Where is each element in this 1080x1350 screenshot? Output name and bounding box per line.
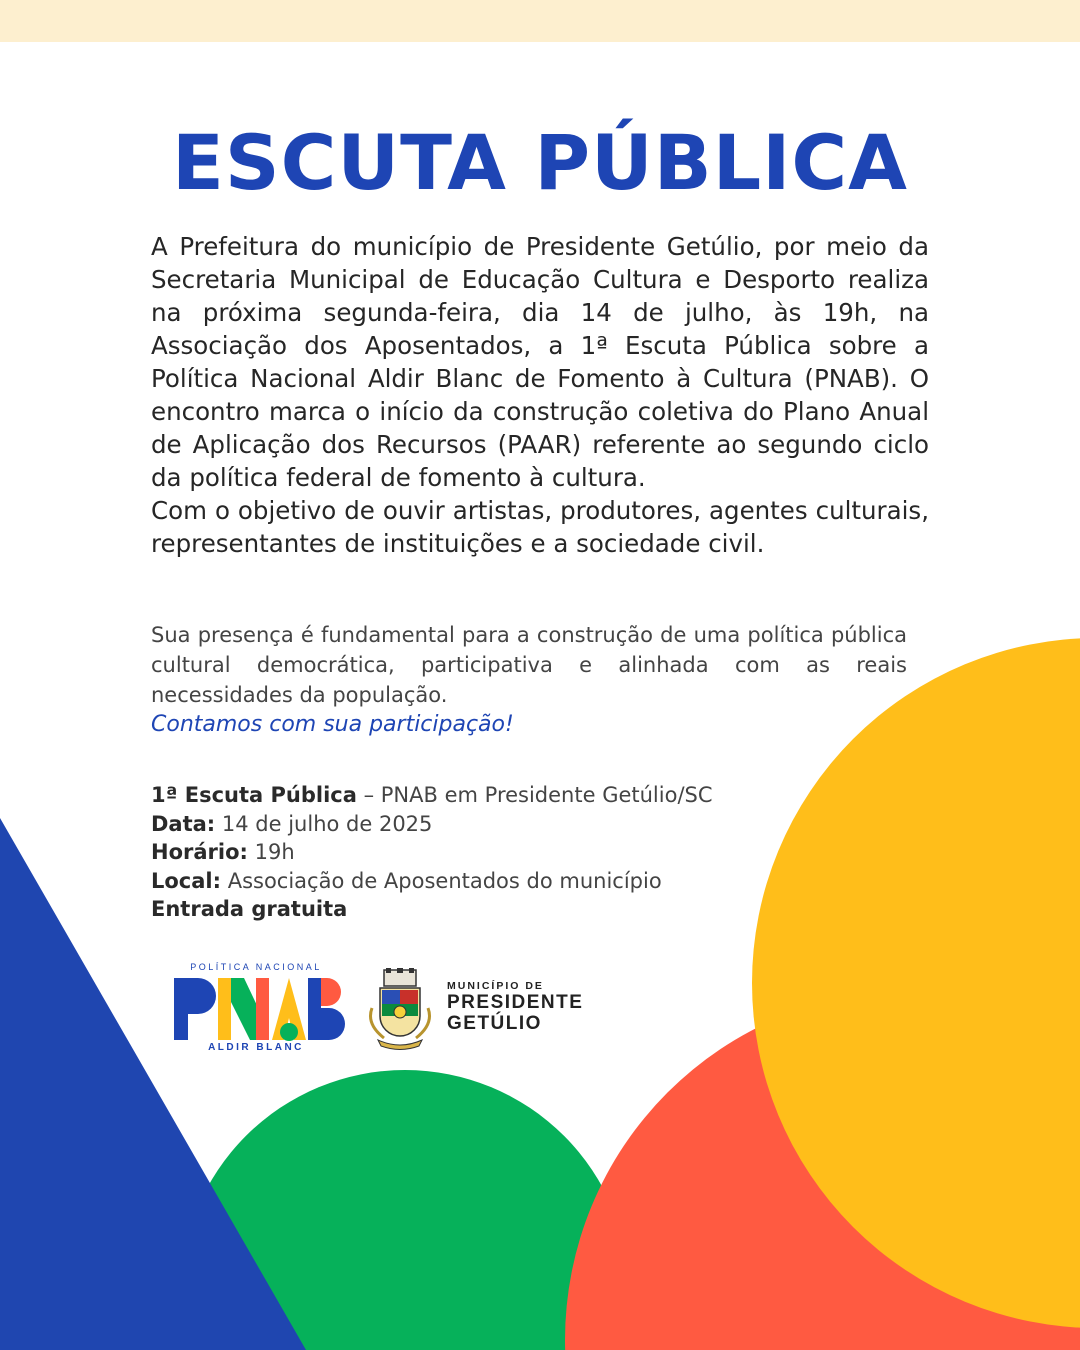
- pnab-logo: [170, 962, 350, 1058]
- event-name-line: [151, 781, 791, 810]
- date-line: [151, 810, 791, 839]
- date-label: Data:: [151, 811, 216, 836]
- place-line: [151, 867, 791, 896]
- municipality-small: MUNICÍPIO DE: [447, 980, 544, 992]
- call-to-action: Contamos com sua participação!: [151, 712, 514, 737]
- date-value: 14 de julho de 2025: [215, 811, 433, 836]
- event-details: [151, 781, 791, 924]
- page-title: ESCUTA PÚBLICA: [172, 118, 908, 207]
- time-label: Horário:: [151, 840, 248, 864]
- entry-label: Entrada gratuita: [151, 897, 348, 921]
- municipal-crest-icon: [364, 968, 436, 1050]
- invite-paragraph: Sua presença é fundamental para a construção de uma política pública cultural democrática, participativa e alinhada com as reais necessidades da população.: [151, 623, 907, 707]
- invite-text: [151, 620, 907, 740]
- pnab-logo-top-text: POLÍTICA NACIONAL: [190, 962, 322, 972]
- intro-paragraph-2: Com o objetivo de ouvir artistas, produtores, agentes culturais, representantes de instituições e a sociedade civil.: [151, 496, 929, 558]
- intro-paragraph-1: A Prefeitura do município de Presidente Getúlio, por meio da Secretaria Municipal de Educação Cultura e Desporto realiza na próxima segunda-feira, dia 14 de julho, às 19h, na Associação dos Aposentados, a 1ª Escuta Pública sobre a Política Nacional Aldir Blanc de Fomento à Cultura (PNAB). O encontro marca o início da construção coletiva do Plano Anual de Aplicação dos Recursos (PAAR) referente ao segundo ciclo da política federal de fomento à cultura.: [151, 232, 929, 492]
- event-suffix: – PNAB em Presidente Getúlio/SC: [356, 783, 713, 807]
- event-name: 1ª Escuta Pública: [151, 783, 357, 807]
- place-value: Associação de Aposentados do município: [221, 868, 662, 893]
- time-value: 19h: [247, 840, 295, 864]
- time-line: [151, 838, 791, 867]
- municipality-logo-text: [447, 980, 583, 1034]
- entry-line: [151, 895, 791, 924]
- pnab-wordmark: [172, 976, 348, 1042]
- intro-text: [151, 230, 929, 560]
- municipality-name-line1: PRESIDENTE: [447, 992, 584, 1013]
- place-label: Local:: [151, 868, 222, 893]
- municipality-name-line2: GETÚLIO: [447, 1013, 542, 1034]
- pnab-logo-bottom-text: ALDIR BLANC: [208, 1042, 304, 1053]
